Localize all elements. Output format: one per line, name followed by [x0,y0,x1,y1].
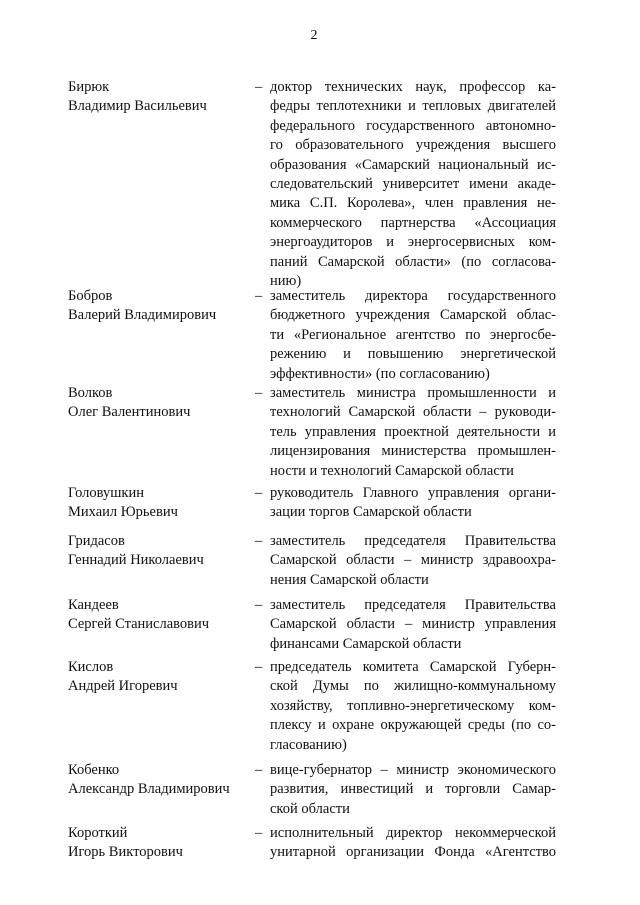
position-line: ти «Региональное агентство по энергосбе- [270,326,556,343]
position-line: доктор технических наук, профессор ка- [270,79,556,95]
position-line: следовательский университет имени акаде- [270,176,556,193]
position-line: ской Думы по жилищно-коммунальному [270,678,556,695]
position-line: нения Самарской области [270,571,429,588]
member-position [270,761,556,819]
member-name [68,532,258,571]
member-position [270,287,556,384]
member-given-names: Геннадий Николаевич [68,552,204,569]
member-given-names: Олег Валентинович [68,404,191,421]
position-line: заместитель председателя Правительства [270,597,556,613]
position-line: зации торгов Самарской области [270,504,472,521]
position-line: Самарской области – министр здравоохра- [270,552,556,569]
member-given-names: Михаил Юрьевич [68,504,178,521]
member-surname: Бобров [68,288,113,304]
position-line: федры теплотехники и тепловых двигателей [270,98,556,115]
position-line: ской области [270,800,350,817]
dash-separator: – [255,485,263,501]
member-surname: Гридасов [68,533,125,549]
member-surname: Кобенко [68,762,120,778]
position-line: технологий Самарской области – руководи- [270,404,556,421]
page-number: 2 [310,28,318,43]
dash-separator: – [255,659,263,675]
member-position [270,596,556,654]
position-line: эффективности» (по согласованию) [270,365,490,382]
position-line: паний Самарской области» (по согласова- [270,253,556,270]
position-line: федерального государственного автономно- [270,117,556,134]
position-line: ности и технологий Самарской области [270,462,514,479]
member-name [68,78,258,117]
position-line: мика С.П. Королева», член правления не- [270,195,556,212]
position-line: энергоаудиторов и энергосервисных ком- [270,234,556,251]
member-given-names: Андрей Игоревич [68,678,178,695]
member-given-names: Валерий Владимирович [68,307,217,324]
position-line: хозяйству, топливно-энергетическому ком- [270,697,556,714]
position-line: го образовательного учреждения высшего [270,137,556,154]
position-line: заместитель министра промышленности и [270,385,556,401]
position-line: плексу и охране окружающей среды (по со- [270,717,556,734]
dash-separator: – [255,385,263,401]
position-line: тель управления проектной деятельности и [270,423,556,440]
member-surname: Головушкин [68,485,144,501]
member-name [68,761,258,800]
dash-separator: – [255,533,263,549]
member-surname: Бирюк [68,79,110,95]
member-name [68,484,258,523]
dash-separator: – [255,79,263,95]
member-name [68,596,258,635]
member-given-names: Сергей Станиславович [68,616,210,633]
member-surname: Короткий [68,825,128,841]
member-position [270,78,556,291]
position-line: лицензирования министерства промышлен- [270,443,556,460]
position-line: коммерческого партнерства «Ассоциация [270,214,556,231]
position-line: развития, инвестиций и торговли Самар- [270,781,556,798]
member-position [270,658,556,755]
dash-separator: – [255,288,263,304]
dash-separator: – [255,825,263,841]
member-position [270,484,556,523]
dash-separator: – [255,597,263,613]
position-line: руководитель Главного управления органи- [270,485,556,501]
member-name [68,824,258,863]
member-surname: Кислов [68,659,114,675]
position-line: исполнительный директор некоммерческой [270,825,556,841]
member-given-names: Александр Владимирович [68,781,230,798]
member-given-names: Владимир Васильевич [68,98,207,115]
member-name [68,287,258,326]
member-position [270,824,556,863]
position-line: финансами Самарской области [270,635,462,652]
position-line: унитарной организации Фонда «Агентство [270,844,556,861]
position-line: Самарской области – министр управления [270,616,556,633]
position-line: нию) [270,273,302,290]
position-line: заместитель председателя Правительства [270,533,556,549]
position-line: образования «Самарский национальный ис- [270,156,556,173]
position-line: режению и повышению энергетической [270,346,556,363]
position-line: председатель комитета Самарской Губерн- [270,659,556,675]
position-line: заместитель директора государственного [270,288,556,304]
member-position [270,384,556,481]
member-name [68,384,258,423]
member-name [68,658,258,697]
position-line: гласованию) [270,736,347,753]
member-given-names: Игорь Викторович [68,844,183,861]
dash-separator: – [255,762,263,778]
member-surname: Кандеев [68,597,119,613]
position-line: вице-губернатор – министр экономического [270,762,556,778]
position-line: бюджетного учреждения Самарской облас- [270,307,556,324]
member-position [270,532,556,590]
member-surname: Волков [68,385,113,401]
